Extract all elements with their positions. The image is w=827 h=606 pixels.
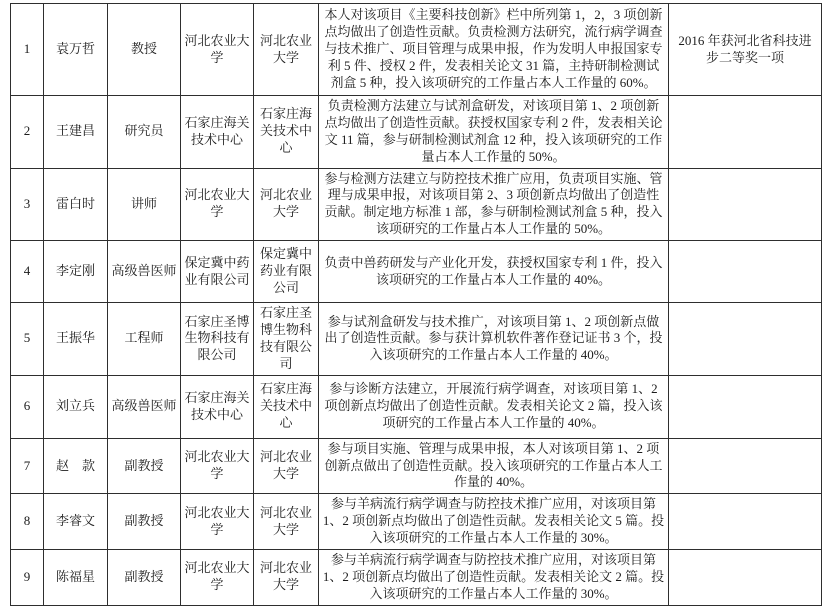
cell-award <box>669 303 822 376</box>
cell-seq: 2 <box>11 96 44 169</box>
cell-seq: 6 <box>11 375 44 438</box>
cell-completion-unit: 河北农业大学 <box>254 494 319 550</box>
cell-name: 刘立兵 <box>44 375 108 438</box>
cell-name: 袁万哲 <box>44 4 108 96</box>
cell-seq: 9 <box>11 550 44 606</box>
cell-award <box>669 375 822 438</box>
cell-work-unit: 河北农业大学 <box>181 494 254 550</box>
cell-work-unit: 石家庄海关技术中心 <box>181 375 254 438</box>
table-row <box>11 375 822 438</box>
cell-contribution: 参与检测方法建立与防控技术推广应用，负责项目实施、管理与成果申报，对该项目第 2、3 项创新点均做出了创造性贡献。制定地方标准 1 部，参与研制检测试剂盒 5 种，投入该项研究的工作量占本人工作量的 50%。 <box>319 168 669 241</box>
cell-completion-unit: 石家庄圣博生物科技有限公司 <box>254 303 319 376</box>
cell-name: 李睿文 <box>44 494 108 550</box>
cell-title: 讲师 <box>108 168 181 241</box>
table-row <box>11 494 822 550</box>
cell-seq: 1 <box>11 4 44 96</box>
cell-name: 赵 款 <box>44 438 108 494</box>
cell-seq: 5 <box>11 303 44 376</box>
cell-work-unit: 石家庄海关技术中心 <box>181 96 254 169</box>
cell-name: 王建昌 <box>44 96 108 169</box>
cell-work-unit: 河北农业大学 <box>181 550 254 606</box>
cell-completion-unit: 河北农业大学 <box>254 438 319 494</box>
cell-name: 王振华 <box>44 303 108 376</box>
cell-award: 2016 年获河北省科技进步二等奖一项 <box>669 4 822 96</box>
cell-contribution: 负责检测方法建立与试剂盒研发，对该项目第 1、2 项创新点均做出了创造性贡献。获授权国家专利 2 件，发表相关论文 11 篇，参与研制检测试剂盒 12 种，投入该项研究的工作量占本人工作量的 50%。 <box>319 96 669 169</box>
cell-contribution: 参与项目实施、管理与成果申报，本人对该项目第 1、2 项创新点做出了创造性贡献。投入该项研究的工作量占本人工作量的 40%。 <box>319 438 669 494</box>
cell-title: 高级兽医师 <box>108 241 181 303</box>
cell-completion-unit: 石家庄海关技术中心 <box>254 375 319 438</box>
table-row <box>11 438 822 494</box>
cell-award <box>669 168 822 241</box>
cell-title: 研究员 <box>108 96 181 169</box>
cell-title: 副教授 <box>108 550 181 606</box>
cell-contribution: 参与试剂盒研发与技术推广，对该项目第 1、2 项创新点做出了创造性贡献。参与获计算机软件著作登记证书 3 个，投入该项研究的工作量占本人工作量的 40%。 <box>319 303 669 376</box>
cell-contribution: 本人对该项目《主要科技创新》栏中所列第 1，2，3 项创新点均做出了创造性贡献。负责检测方法研究，流行病学调查与技术推广、项目管理与成果申报，作为发明人申报国家专利 5 件、授权 2 件，发表相关论文 31 篇，主持研制检测试剂盒 5 种，投入该项研究的工作量占本人工作量的 60%。 <box>319 4 669 96</box>
cell-completion-unit: 河北农业大学 <box>254 4 319 96</box>
cell-work-unit: 河北农业大学 <box>181 4 254 96</box>
table-row <box>11 96 822 169</box>
cell-seq: 8 <box>11 494 44 550</box>
cell-completion-unit: 河北农业大学 <box>254 550 319 606</box>
table-row <box>11 303 822 376</box>
cell-contribution: 参与诊断方法建立，开展流行病学调查，对该项目第 1、2 项创新点均做出了创造性贡献。发表相关论文 2 篇，投入该项研究的工作量占本人工作量的 40%。 <box>319 375 669 438</box>
cell-name: 李定刚 <box>44 241 108 303</box>
cell-seq: 3 <box>11 168 44 241</box>
table-row <box>11 168 822 241</box>
cell-award <box>669 438 822 494</box>
cell-contribution: 参与羊病流行病学调查与防控技术推广应用，对该项目第 1、2 项创新点均做出了创造性贡献。发表相关论文 2 篇。投入该项研究的工作量占本人工作量的 30%。 <box>319 550 669 606</box>
contributors-table <box>10 3 822 606</box>
cell-title: 副教授 <box>108 494 181 550</box>
cell-work-unit: 保定冀中药业有限公司 <box>181 241 254 303</box>
table-row <box>11 4 822 96</box>
cell-title: 工程师 <box>108 303 181 376</box>
cell-name: 陈福星 <box>44 550 108 606</box>
cell-contribution: 负责中兽药研发与产业化开发，获授权国家专利 1 件，投入该项研究的工作量占本人工作量的 40%。 <box>319 241 669 303</box>
cell-title: 教授 <box>108 4 181 96</box>
cell-completion-unit: 保定冀中药业有限公司 <box>254 241 319 303</box>
cell-work-unit: 河北农业大学 <box>181 168 254 241</box>
cell-title: 高级兽医师 <box>108 375 181 438</box>
cell-completion-unit: 石家庄海关技术中心 <box>254 96 319 169</box>
cell-title: 副教授 <box>108 438 181 494</box>
cell-completion-unit: 河北农业大学 <box>254 168 319 241</box>
cell-award <box>669 494 822 550</box>
cell-contribution: 参与羊病流行病学调查与防控技术推广应用，对该项目第 1、2 项创新点均做出了创造性贡献。发表相关论文 5 篇。投入该项研究的工作量占本人工作量的 30%。 <box>319 494 669 550</box>
cell-name: 雷白时 <box>44 168 108 241</box>
cell-award <box>669 241 822 303</box>
cell-work-unit: 石家庄圣博生物科技有限公司 <box>181 303 254 376</box>
table-row <box>11 550 822 606</box>
table-row <box>11 241 822 303</box>
cell-award <box>669 96 822 169</box>
cell-award <box>669 550 822 606</box>
cell-seq: 4 <box>11 241 44 303</box>
cell-seq: 7 <box>11 438 44 494</box>
cell-work-unit: 河北农业大学 <box>181 438 254 494</box>
